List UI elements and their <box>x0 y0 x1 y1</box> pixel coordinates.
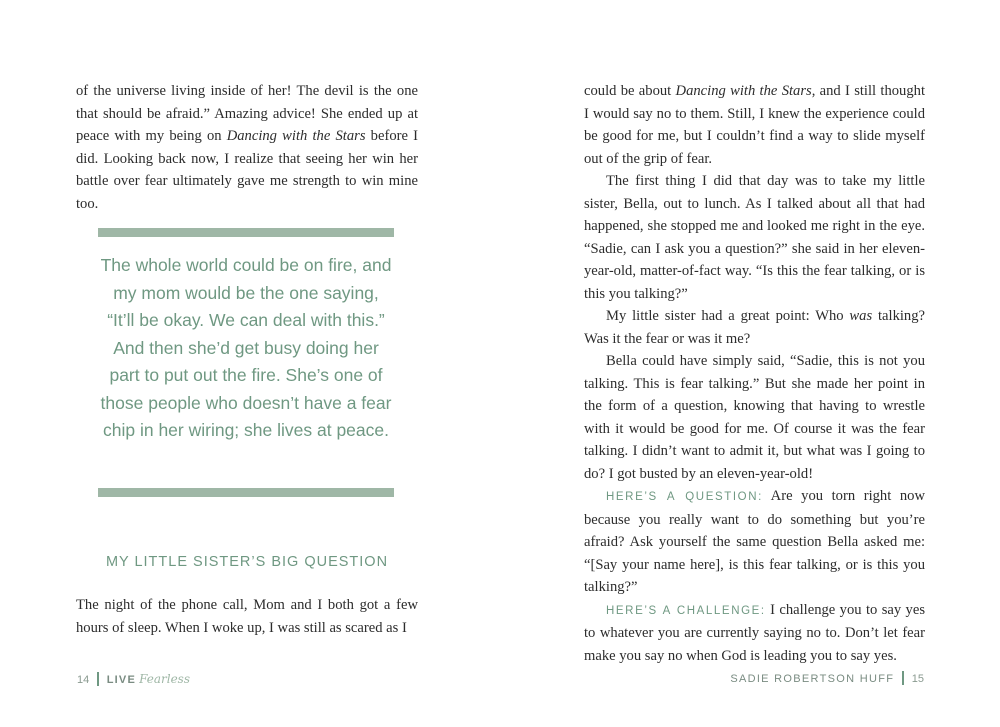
text-run: before I did. Looking back now, I realize that seeing her win her battle over fear ultimately gave me strength to win mine too. <box>76 128 418 212</box>
paragraph: The night of the phone call, Mom and I both got a few hours of sleep. When I woke up, I was still as scared as I <box>76 597 418 636</box>
text-run: could be about <box>584 83 676 99</box>
author-name: SADIE ROBERTSON HUFF <box>730 672 895 685</box>
paragraph <box>584 80 925 170</box>
text-run: of the universe living inside of her! The devil is the one that should be afraid.” Amazing advice! She ended up at peace with my being on <box>76 83 418 144</box>
text-run: I challenge you to say yes to whatever you are currently saying no to. Don’t let fear make you say no when God is leading you to say yes. <box>584 601 925 664</box>
pullquote-top-bar <box>98 228 394 237</box>
text-run: My little sister had a great point: Who <box>606 308 850 324</box>
right-page <box>500 0 1000 727</box>
text-run: Are you torn right now because you really want to do something but you’re afraid? Ask yourself the same question Bella asked me: “[Say your name here], is this fear talking, or is this you talking?” <box>584 488 925 595</box>
page-number: 15 <box>911 672 924 685</box>
paragraph: The first thing I did that day was to take my little sister, Bella, out to lunch. As I talked about all that had happened, she stopped me and looked me right in the eye. “Sadie, can I ask you a question?” she said in her eleven-year-old, matter-of-fact way. “Is this the fear talking, or is this you talking?” <box>584 173 925 302</box>
text-run: talking? Was it the fear or was it me? <box>584 308 925 347</box>
paragraph <box>584 599 925 668</box>
book-title-word: LIVE <box>106 674 136 686</box>
left-bottom-paragraph <box>76 594 418 639</box>
left-footer <box>77 672 190 687</box>
text-run: , and I still thought I would say no to them. Still, I knew the experience could be good for me, but I couldn’t find a way to slide myself out of the grip of fear. <box>584 83 925 167</box>
paragraph <box>584 485 925 599</box>
paragraph: Bella could have simply said, “Sadie, this is not you talking. This is fear talking.” But she made her point in the form of a question, knowing that having to wrestle with it would be good for me. Of course it was the fear talking. I didn’t want to admit it, but what was I going to do? I got busted by an eleven-year-old! <box>584 353 925 482</box>
italic-word: was <box>849 308 873 324</box>
paragraph <box>584 305 925 350</box>
left-top-paragraph <box>76 80 418 215</box>
book-title-script: Fearless <box>139 672 190 686</box>
section-heading: MY LITTLE SISTER’S BIG QUESTION <box>105 554 389 570</box>
right-body-text <box>584 80 925 667</box>
footer-divider <box>902 671 904 685</box>
pullquote-bottom-bar <box>98 488 394 497</box>
italic-title: Dancing with the Stars <box>675 83 812 99</box>
right-footer <box>730 672 924 686</box>
footer-divider <box>97 672 99 686</box>
page-number: 14 <box>77 674 90 686</box>
question-label: HERE’S A QUESTION: <box>606 491 763 503</box>
challenge-label: HERE’S A CHALLENGE: <box>606 604 766 617</box>
pullquote: The whole world could be on fire, and my mom would be the one saying, “It’ll be okay. We can deal with this.” And then she’d get busy doing her part to put out the fire. She’s one of those people who doesn’t have a fear chip in her wiring; she lives at peace. <box>100 255 392 440</box>
italic-title: Dancing with the Stars <box>226 128 366 144</box>
